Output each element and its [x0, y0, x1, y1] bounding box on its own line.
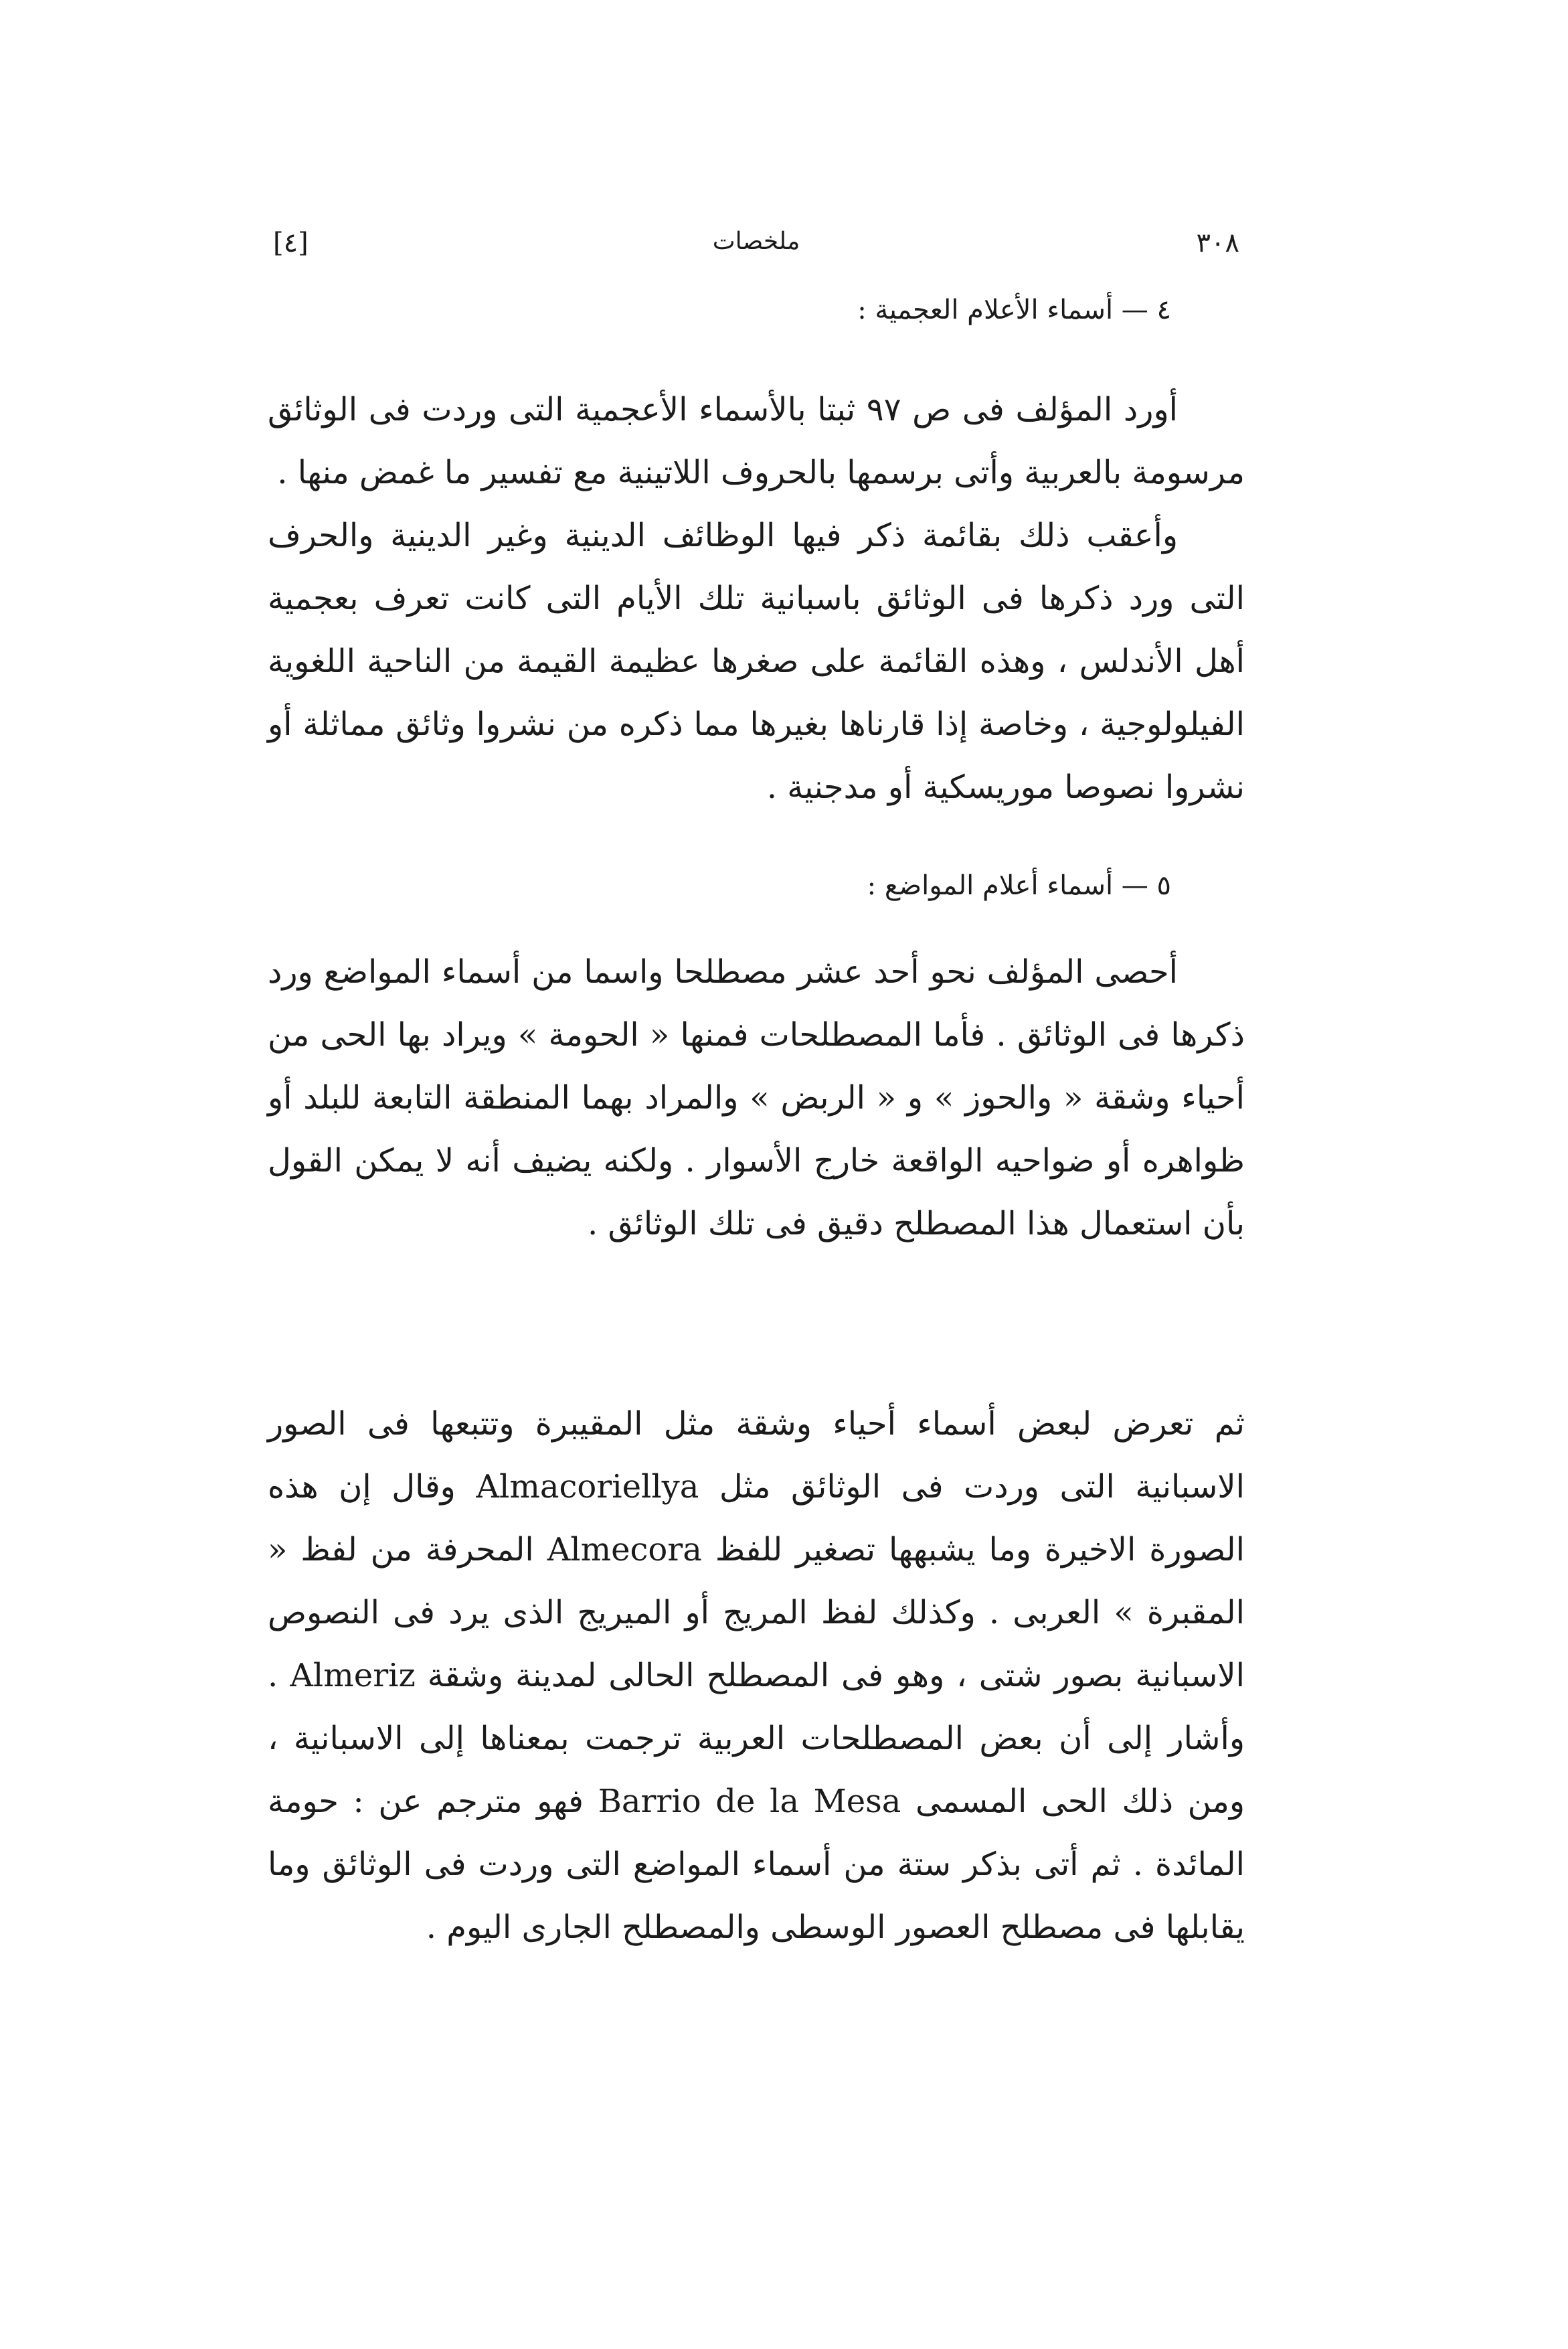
paragraph-text: ثم تعرض لبعض أسماء أحياء وشقة مثل المقيبرة وتتبعها فى الصور الاسبانية التى وردت فى الوثائق مثل Almacoriellya وقال إن هذه الصورة الاخيرة وما يشبهها تصغير للفظ Almecora المحرفة من لفظ « المقبرة » العربى . وكذلك لفظ المريج أو الميريج الذى يرد فى النصوص الاسبانية بصور شتى ، وهو فى المصطلح الحالى لمدينة وشقة Almeriz . وأشار إلى أن بعض المصطلحات العربية ترجمت بمعناها إلى الاسبانية ، ومن ذلك الحى المسمى Barrio de la Mesa فهو مترجم عن : حومة المائدة . ثم أتى بذكر ستة من أسماء المواضع التى وردت فى الوثائق وما يقابلها فى مصطلح العصور الوسطى والمصطلح الجارى اليوم .	[268, 1405, 1245, 1946]
paragraph	[268, 1392, 1245, 1959]
paragraph: أورد المؤلف فى ص ٩٧ ثبتا بالأسماء الأعجمية التى وردت فى الوثائق مرسومة بالعربية وأتى برسمها بالحروف اللاتينية مع تفسير ما غمض منها .	[268, 391, 1245, 491]
paragraph	[268, 941, 1245, 1255]
paragraph-text: أحصى المؤلف نحو أحد عشر مصطلحا واسما من أسماء المواضع ورد ذكرها فى الوثائق . فأما المصطلحات فمنها « الحومة » ويراد بها الحى من أحياء وشقة « والحوز » و « الربض » والمراد بهما المنطقة التابعة للبلد أو ظواهره أو ضواحيه الواقعة خارج الأسوار . ولكنه يضيف أنه لا يمكن القول بأن استعمال هذا المصطلح دقيق فى تلك الوثائق .	[268, 953, 1245, 1242]
book-page	[268, 201, 1245, 2142]
section-body	[268, 378, 1245, 819]
section-heading: ٤ — أسماء الأعلام العجمية :	[857, 295, 1171, 325]
section-mark: [٤]	[273, 228, 309, 258]
running-title: ملخصات	[712, 228, 800, 255]
page-number: ٣٠٨	[1196, 228, 1239, 258]
running-head	[268, 228, 1245, 274]
paragraph: وأعقب ذلك بقائمة ذكر فيها الوظائف الدينية وغير الدينية والحرف التى ورد ذكرها فى الوثائق باسبانية تلك الأيام التى كانت تعرف بعجمية أهل الأندلس ، وهذه القائمة على صغرها عظيمة القيمة من الناحية اللغوية الفيلولوجية ، وخاصة إذا قارناها بغيرها مما ذكره من نشروا وثائق مماثلة أو نشروا نصوصا موريسكية أو مدجنية .	[268, 517, 1245, 806]
section-heading: ٥ — أسماء أعلام المواضع :	[867, 870, 1171, 901]
